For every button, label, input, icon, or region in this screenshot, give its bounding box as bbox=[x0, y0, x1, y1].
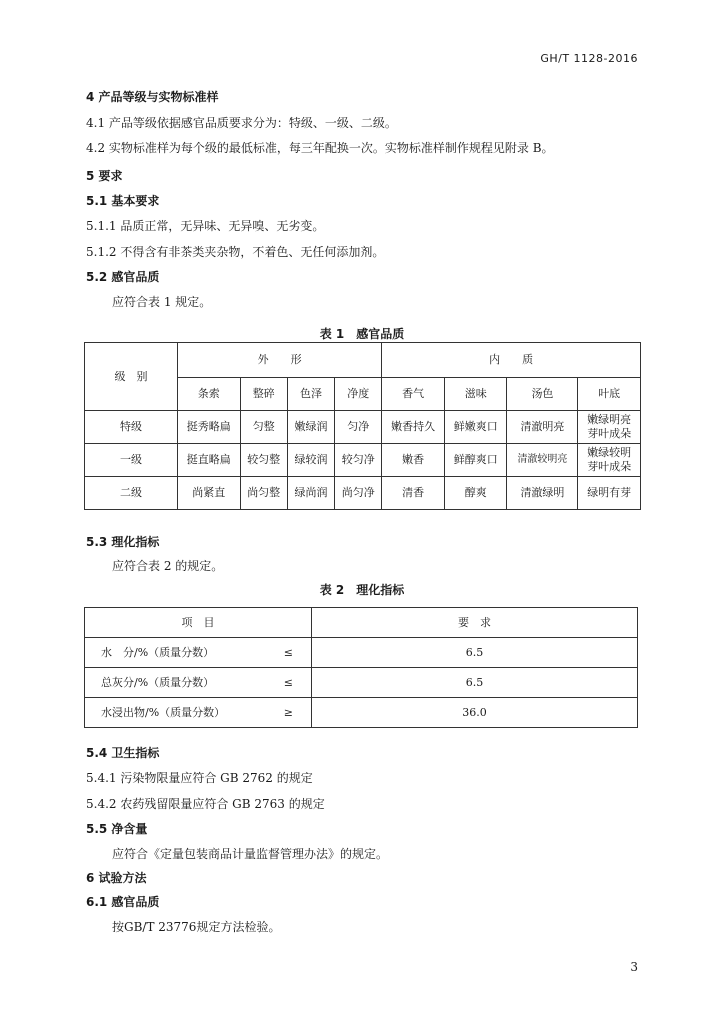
requirement-header: 要 求 bbox=[312, 608, 638, 638]
clause-5-3-text: 应符合表 2 的规定。 bbox=[112, 559, 224, 573]
table-cell: 鲜醇爽口 bbox=[444, 444, 507, 477]
table-cell: 嫩香持久 bbox=[382, 411, 445, 444]
item-cell bbox=[85, 698, 312, 728]
table-cell: 嫩香 bbox=[382, 444, 445, 477]
item-cell bbox=[85, 668, 312, 698]
column-header: 香气 bbox=[382, 378, 445, 411]
comparison-symbol: ≤ bbox=[283, 645, 293, 659]
table-cell: 清香 bbox=[382, 477, 445, 510]
inner-quality-header: 内 质 bbox=[382, 343, 641, 378]
outer-appearance-header: 外 形 bbox=[178, 343, 382, 378]
table-cell: 较匀整 bbox=[240, 444, 287, 477]
table-row bbox=[85, 698, 638, 728]
clause-5-1-1: 5.1.1 品质正常，无异味、无异嗅、无劣变。 bbox=[86, 219, 325, 233]
column-header: 整碎 bbox=[240, 378, 287, 411]
clause-5-2-text: 应符合表 1 规定。 bbox=[112, 295, 212, 309]
table-cell: 绿明有芽 bbox=[578, 477, 641, 510]
grade-cell: 一级 bbox=[85, 444, 178, 477]
table-cell: 匀整 bbox=[240, 411, 287, 444]
comparison-symbol: ≥ bbox=[283, 705, 293, 719]
section-5-1-title: 5.1 基本要求 bbox=[86, 194, 160, 208]
table-cell: 清澈明亮 bbox=[507, 411, 578, 444]
clause-5-4-1: 5.4.1 污染物限量应符合 GB 2762 的规定 bbox=[86, 771, 313, 785]
table-cell: 嫩绿较明 芽叶成朵 bbox=[578, 444, 641, 477]
section-5-5-title: 5.5 净含量 bbox=[86, 822, 148, 836]
clause-5-4-2: 5.4.2 农药残留限量应符合 GB 2763 的规定 bbox=[86, 797, 325, 811]
clause-6-1-text: 按GB/T 23776规定方法检验。 bbox=[112, 920, 281, 934]
section-4-title: 4 产品等级与实物标准样 bbox=[86, 90, 219, 104]
table-cell: 尚匀整 bbox=[240, 477, 287, 510]
section-6-1-title: 6.1 感官品质 bbox=[86, 895, 160, 909]
column-header: 叶底 bbox=[578, 378, 641, 411]
clause-5-1-2: 5.1.2 不得含有非茶类夹杂物，不着色、无任何添加剂。 bbox=[86, 245, 385, 259]
table2-caption: 表 2 理化指标 bbox=[319, 583, 405, 597]
standard-code: GH/T 1128-2016 bbox=[540, 52, 638, 65]
table-row bbox=[85, 638, 638, 668]
table-cell: 匀净 bbox=[335, 411, 382, 444]
item-label: 水浸出物/%（质量分数） bbox=[101, 705, 226, 719]
column-header: 色泽 bbox=[287, 378, 334, 411]
table-cell: 挺秀略扁 bbox=[178, 411, 241, 444]
table-cell: 鲜嫩爽口 bbox=[444, 411, 507, 444]
table-cell: 清澈较明亮 bbox=[507, 444, 578, 477]
clause-5-5-text: 应符合《定量包装商品计量监督管理办法》的规定。 bbox=[112, 847, 389, 861]
column-header: 净度 bbox=[335, 378, 382, 411]
physicochemical-table bbox=[84, 607, 638, 728]
table-cell: 尚匀净 bbox=[335, 477, 382, 510]
section-5-3-title: 5.3 理化指标 bbox=[86, 535, 160, 549]
table1-caption: 表 1 感官品质 bbox=[319, 327, 405, 341]
section-5-4-title: 5.4 卫生指标 bbox=[86, 746, 160, 760]
table-cell: 嫩绿润 bbox=[287, 411, 334, 444]
table-cell: 尚紧直 bbox=[178, 477, 241, 510]
table-cell: 绿较润 bbox=[287, 444, 334, 477]
comparison-symbol: ≤ bbox=[283, 675, 293, 689]
item-cell bbox=[85, 638, 312, 668]
table-cell: 嫩绿明亮 芽叶成朵 bbox=[578, 411, 641, 444]
grade-cell: 二级 bbox=[85, 477, 178, 510]
table-row bbox=[85, 668, 638, 698]
page-number: 3 bbox=[630, 960, 638, 974]
clause-4-1: 4.1 产品等级依据感官品质要求分为：特级、一级、二级。 bbox=[86, 116, 397, 130]
table-cell: 绿尚润 bbox=[287, 477, 334, 510]
grade-header: 级 别 bbox=[85, 343, 178, 411]
item-label: 总灰分/%（质量分数） bbox=[101, 675, 215, 689]
column-header: 滋味 bbox=[444, 378, 507, 411]
table-cell: 较匀净 bbox=[335, 444, 382, 477]
value-cell: 6.5 bbox=[312, 638, 638, 668]
column-header: 汤色 bbox=[507, 378, 578, 411]
table-cell: 醇爽 bbox=[444, 477, 507, 510]
sensory-quality-table bbox=[84, 342, 641, 510]
section-5-2-title: 5.2 感官品质 bbox=[86, 270, 160, 284]
table-row bbox=[85, 477, 641, 510]
section-6-title: 6 试验方法 bbox=[86, 871, 147, 885]
table-row bbox=[85, 411, 641, 444]
table-row bbox=[85, 444, 641, 477]
table-cell: 清澈绿明 bbox=[507, 477, 578, 510]
item-label: 水 分/%（质量分数） bbox=[101, 645, 215, 659]
grade-cell: 特级 bbox=[85, 411, 178, 444]
value-cell: 6.5 bbox=[312, 668, 638, 698]
section-5-title: 5 要求 bbox=[86, 169, 123, 183]
table-cell: 挺直略扁 bbox=[178, 444, 241, 477]
column-header: 条索 bbox=[178, 378, 241, 411]
value-cell: 36.0 bbox=[312, 698, 638, 728]
clause-4-2: 4.2 实物标准样为每个级的最低标准，每三年配换一次。实物标准样制作规程见附录 B。 bbox=[86, 141, 554, 155]
item-header: 项 目 bbox=[85, 608, 312, 638]
